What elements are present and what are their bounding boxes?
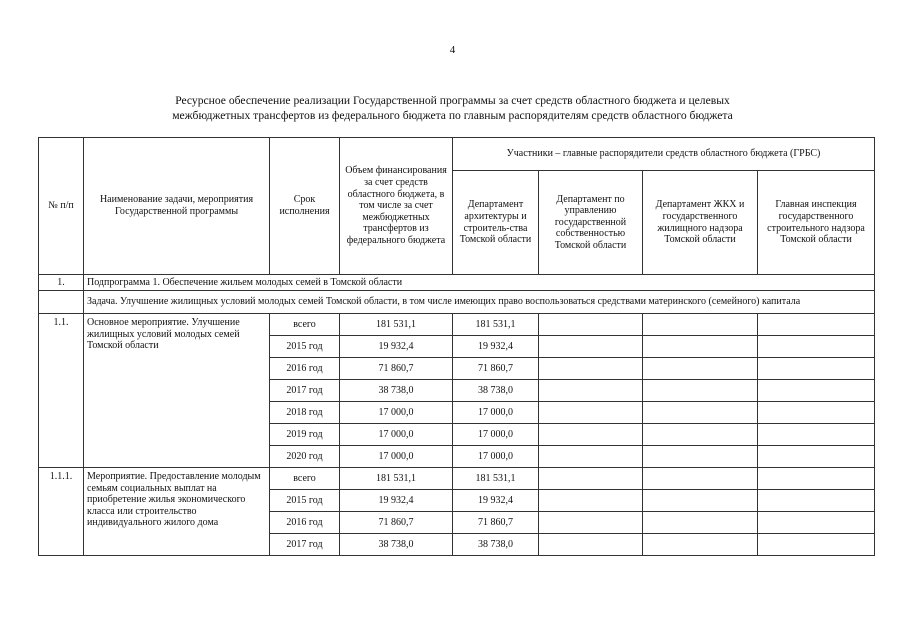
volume-cell: 181 531,1 — [340, 468, 453, 490]
participant-3-cell — [643, 468, 758, 490]
participant-2-cell — [539, 380, 643, 402]
participant-3-cell — [643, 402, 758, 424]
term-cell: 2019 год — [270, 424, 340, 446]
participant-1-cell: 19 932,4 — [453, 336, 539, 358]
volume-cell: 17 000,0 — [340, 402, 453, 424]
term-cell: 2015 год — [270, 490, 340, 512]
document-title — [60, 93, 845, 123]
header-participants: Участники – главные распорядители средств областного бюджета (ГРБС) — [453, 138, 875, 171]
participant-1-cell: 71 860,7 — [453, 358, 539, 380]
participant-2-cell — [539, 336, 643, 358]
row-number: 1.1. — [39, 314, 84, 468]
volume-cell: 38 738,0 — [340, 534, 453, 556]
participant-1-cell: 17 000,0 — [453, 402, 539, 424]
volume-cell: 181 531,1 — [340, 314, 453, 336]
header-name: Наименование задачи, мероприятия Государственной программы — [84, 138, 270, 275]
participant-2-cell — [539, 534, 643, 556]
participant-4-cell — [758, 512, 875, 534]
participant-4-cell — [758, 336, 875, 358]
activity-name: Мероприятие. Предоставление молодым семьям социальных выплат на приобретение жилья экономического класса или строительство индивидуального жилого дома — [84, 468, 270, 556]
header-participant-4: Главная инспекция государственного строительного надзора Томской области — [758, 171, 875, 275]
participant-4-cell — [758, 446, 875, 468]
header-participant-2: Департамент по управлению государственной собственностью Томской области — [539, 171, 643, 275]
participant-1-cell: 38 738,0 — [453, 534, 539, 556]
participant-4-cell — [758, 380, 875, 402]
participant-4-cell — [758, 490, 875, 512]
header-num: № п/п — [39, 138, 84, 275]
participant-3-cell — [643, 490, 758, 512]
term-cell: всего — [270, 468, 340, 490]
participant-4-cell — [758, 314, 875, 336]
activity-name: Основное мероприятие. Улучшение жилищных условий молодых семей Томской области — [84, 314, 270, 468]
volume-cell: 19 932,4 — [340, 490, 453, 512]
header-participant-3: Департамент ЖКХ и государственного жилищного надзора Томской области — [643, 171, 758, 275]
row-number: 1.1.1. — [39, 468, 84, 556]
table-row — [39, 314, 875, 336]
participant-4-cell — [758, 468, 875, 490]
task-text: Задача. Улучшение жилищных условий молодых семей Томской области, в том числе имеющих право воспользоваться средствами материнского (семейного) капитала — [84, 291, 875, 314]
participant-3-cell — [643, 424, 758, 446]
term-cell: 2017 год — [270, 380, 340, 402]
participant-4-cell — [758, 534, 875, 556]
participant-1-cell: 17 000,0 — [453, 424, 539, 446]
participant-4-cell — [758, 402, 875, 424]
term-cell: 2018 год — [270, 402, 340, 424]
participant-3-cell — [643, 512, 758, 534]
volume-cell: 38 738,0 — [340, 380, 453, 402]
term-cell: 2016 год — [270, 358, 340, 380]
participant-1-cell: 38 738,0 — [453, 380, 539, 402]
subprogram-title: Подпрограмма 1. Обеспечение жильем молодых семей в Томской области — [84, 275, 875, 291]
participant-1-cell: 181 531,1 — [453, 314, 539, 336]
participant-2-cell — [539, 314, 643, 336]
volume-cell: 71 860,7 — [340, 512, 453, 534]
participant-2-cell — [539, 490, 643, 512]
volume-cell: 17 000,0 — [340, 446, 453, 468]
volume-cell: 19 932,4 — [340, 336, 453, 358]
participant-1-cell: 19 932,4 — [453, 490, 539, 512]
participant-1-cell: 17 000,0 — [453, 446, 539, 468]
participant-4-cell — [758, 358, 875, 380]
title-line-2: межбюджетных трансфертов из федерального бюджета по главным распорядителям средств областного бюджета — [172, 109, 733, 122]
participant-1-cell: 71 860,7 — [453, 512, 539, 534]
participant-2-cell — [539, 402, 643, 424]
volume-cell: 71 860,7 — [340, 358, 453, 380]
table-row — [39, 468, 875, 490]
participant-3-cell — [643, 534, 758, 556]
participant-3-cell — [643, 446, 758, 468]
resource-table — [38, 137, 875, 556]
participant-1-cell: 181 531,1 — [453, 468, 539, 490]
term-cell: 2015 год — [270, 336, 340, 358]
participant-4-cell — [758, 424, 875, 446]
header-volume: Объем финансирования за счет средств областного бюджета, в том числе за счет межбюджетных трансфертов из федерального бюджета — [340, 138, 453, 275]
participant-2-cell — [539, 446, 643, 468]
task-num-cell — [39, 291, 84, 314]
page-number: 4 — [449, 44, 456, 56]
term-cell: всего — [270, 314, 340, 336]
term-cell: 2017 год — [270, 534, 340, 556]
participant-3-cell — [643, 336, 758, 358]
participant-3-cell — [643, 380, 758, 402]
subprogram-num: 1. — [39, 275, 84, 291]
title-line-1: Ресурсное обеспечение реализации Государственной программы за счет средств областного бюджета и целевых — [175, 94, 730, 107]
participant-2-cell — [539, 358, 643, 380]
participant-2-cell — [539, 512, 643, 534]
term-cell: 2020 год — [270, 446, 340, 468]
participant-3-cell — [643, 314, 758, 336]
participant-2-cell — [539, 424, 643, 446]
participant-3-cell — [643, 358, 758, 380]
header-term: Срок исполнения — [270, 138, 340, 275]
header-participant-1: Департамент архитектуры и строитель-ства Томской области — [453, 171, 539, 275]
term-cell: 2016 год — [270, 512, 340, 534]
volume-cell: 17 000,0 — [340, 424, 453, 446]
participant-2-cell — [539, 468, 643, 490]
